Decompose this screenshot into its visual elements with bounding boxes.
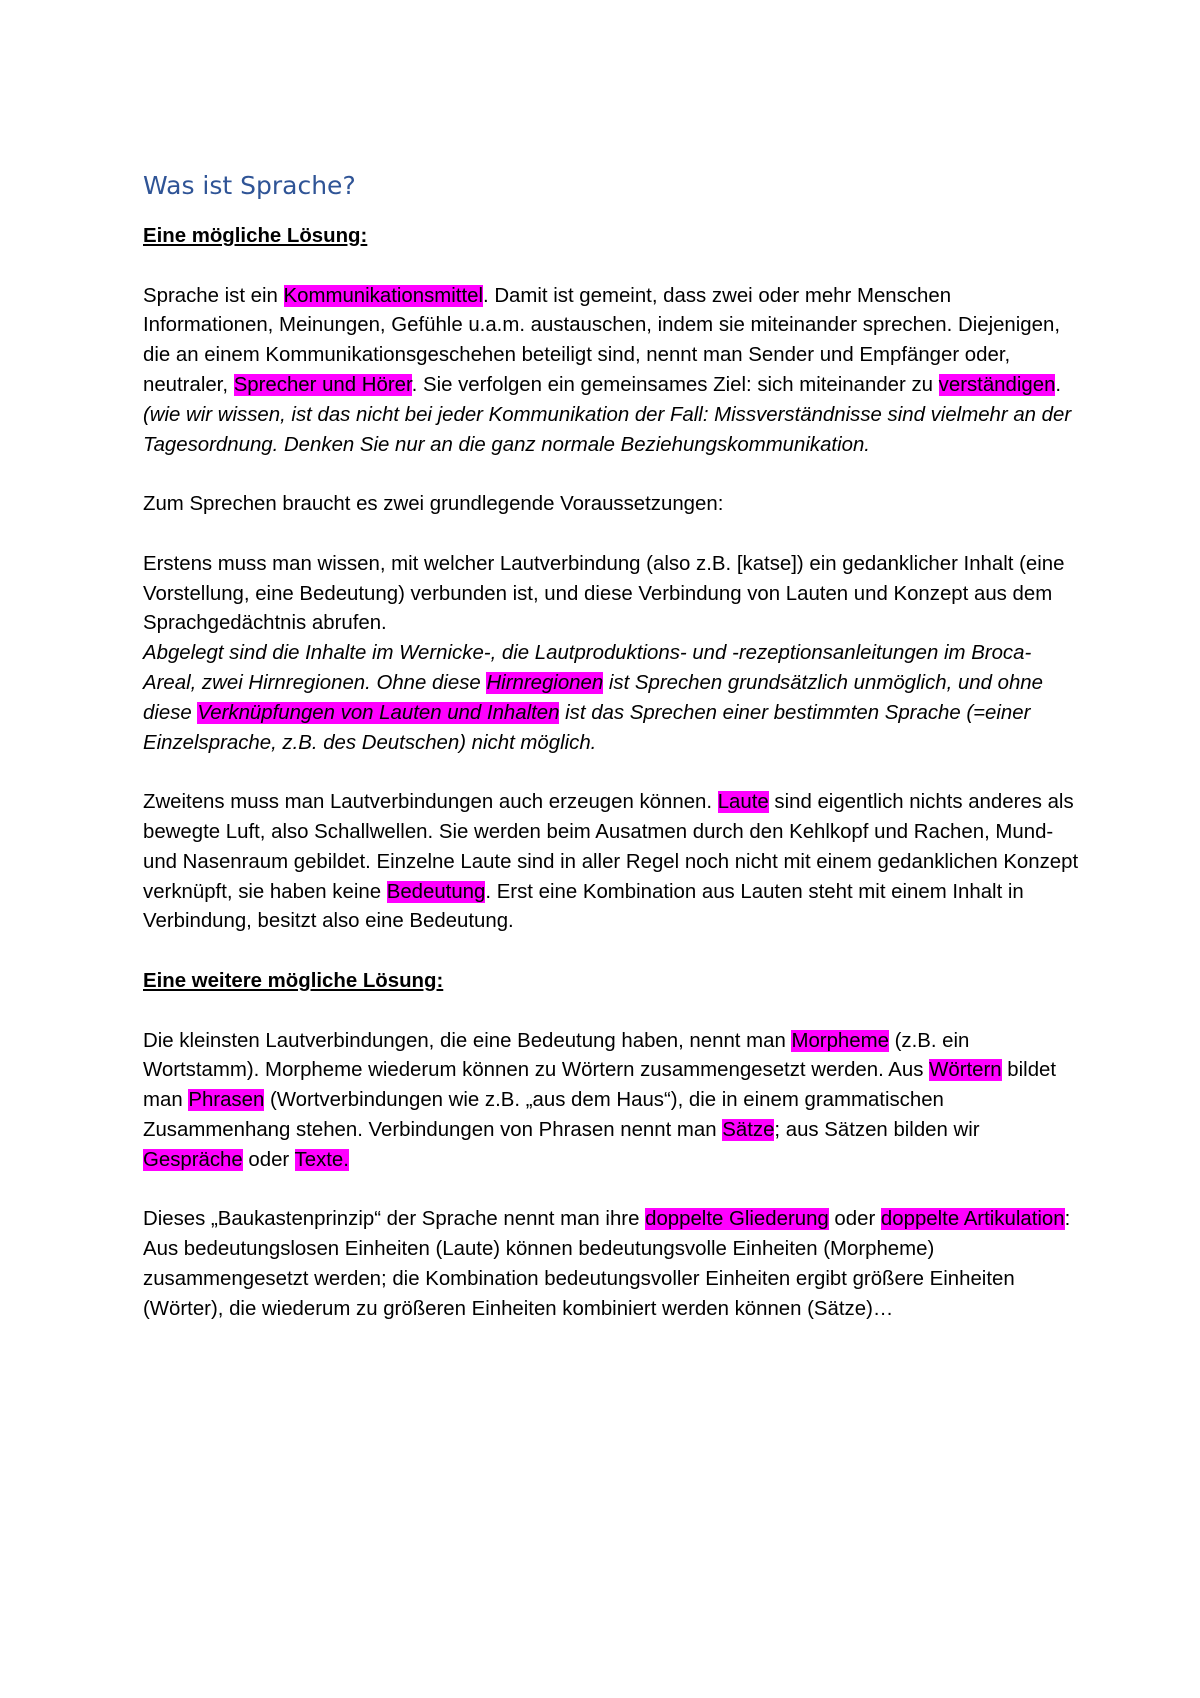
spacer: [143, 937, 1083, 967]
spacer: [143, 1176, 1083, 1206]
spacer: [143, 252, 1083, 282]
paragraph-double-articulation: Dieses „Baukastenprinzip“ der Sprache nennt man ihre doppelte Gliederung oder doppelte Artikulation: Aus bedeutungslosen Einheiten (Laute) können bedeutungsvolle Einheiten (Morpheme) zusammengesetzt werden; die Kombination bedeutungsvoller Einheiten ergibt größere Einheiten (Wörter), die wiederum zu größeren Einheiten kombiniert werden können (Sätze)…: [143, 1208, 1071, 1320]
highlight-verknuepfungen: Verknüpfungen von Lauten und Inhalten: [197, 701, 560, 724]
highlight-morpheme: Morpheme: [791, 1029, 889, 1052]
highlight-doppelte-artikulation: doppelte Artikulation: [880, 1208, 1065, 1231]
paragraph-prerequisites: Zum Sprechen braucht es zwei grundlegende Voraussetzungen:: [143, 493, 724, 516]
spacer: [143, 758, 1083, 788]
paragraph-second-prerequisite: Zweitens muss man Lautverbindungen auch erzeugen können. Laute sind eigentlich nichts anderes als bewegte Luft, also Schallwellen. Sie werden beim Ausatmen durch den Kehlkopf und Rachen, Mund- und Nasenraum gebildet. Einzelne Laute sind in aller Regel noch nicht mit einem gedanklichen Konzept verknüpft, sie haben keine Bedeutung. Erst eine Kombination aus Lauten steht mit einem Inhalt in Verbindung, besitzt also eine Bedeutung.: [143, 791, 1079, 933]
paragraph-brain-regions: Abgelegt sind die Inhalte im Wernicke-, die Lautproduktions- und -rezeptionsanleitungen im Broca-Areal, zwei Hirnregionen. Ohne diese Hirnregionen ist Sprechen grundsätzlich unmöglich, und ohne diese Verknüpfungen von Lauten und Inhalten ist das Sprechen einer bestimmten Sprache (=einer Einzelsprache, z.B. des Deutschen) nicht möglich.: [143, 642, 1043, 754]
highlight-doppelte-gliederung: doppelte Gliederung: [645, 1208, 829, 1231]
section-heading-1: Eine mögliche Lösung:: [143, 225, 368, 247]
highlight-laute: Laute: [717, 791, 769, 814]
highlight-hirnregionen: Hirnregionen: [486, 671, 604, 694]
highlight-verstaendigen: verständigen: [938, 373, 1056, 396]
highlight-gespraeche: Gespräche: [143, 1148, 243, 1171]
highlight-woertern: Wörtern: [929, 1059, 1002, 1082]
section-heading-2: Eine weitere mögliche Lösung:: [143, 969, 444, 992]
highlight-saetze: Sätze: [722, 1118, 775, 1141]
paragraph-first-prerequisite: Erstens muss man wissen, mit welcher Lautverbindung (also z.B. [katse]) ein gedanklicher Inhalt (eine Vorstellung, eine Bedeutung) verbunden ist, und diese Verbindung von Lauten und Konzept aus dem Sprachgedächtnis abrufen.: [143, 552, 1065, 635]
spacer: [143, 997, 1083, 1027]
document-title: Was ist Sprache?: [143, 171, 356, 200]
document-page: [143, 170, 1083, 1324]
spacer: [143, 520, 1083, 550]
highlight-kommunikationsmittel: Kommunikationsmittel: [283, 284, 483, 307]
highlight-bedeutung: Bedeutung: [386, 880, 486, 903]
paragraph-morphemes: Die kleinsten Lautverbindungen, die eine Bedeutung haben, nennt man Morpheme (z.B. ein Wortstamm). Morpheme wiederum können zu Wörtern zusammengesetzt werden. Aus Wörtern bildet man Phrasen (Wortverbindungen wie z.B. „aus dem Haus“), die in einem grammatischen Zusammenhang stehen. Verbindungen von Phrasen nennt man Sätze; aus Sätzen bilden wir Gespräche oder Texte.: [143, 1029, 1057, 1171]
spacer: [143, 460, 1083, 490]
paragraph-italic-note: (wie wir wissen, ist das nicht bei jeder Kommunikation der Fall: Missverständnisse sind vielmehr an der Tagesordnung. Denken Sie nur an die ganz normale Beziehungskommunikation.: [143, 403, 1072, 456]
highlight-sprecher-hoerer: Sprecher und Hörer: [233, 373, 412, 396]
highlight-phrasen: Phrasen: [188, 1089, 265, 1112]
highlight-texte: Texte.: [294, 1148, 349, 1171]
paragraph-communication: Sprache ist ein Kommunikationsmittel. Damit ist gemeint, dass zwei oder mehr Menschen Informationen, Meinungen, Gefühle u.a.m. austauschen, indem sie miteinander sprechen. Diejenigen, die an einem Kommunikationsgeschehen beteiligt sind, nennt man Sender und Empfänger oder, neutraler, Sprecher und Hörer. Sie verfolgen ein gemeinsames Ziel: sich miteinander zu verständigen.: [143, 284, 1062, 396]
